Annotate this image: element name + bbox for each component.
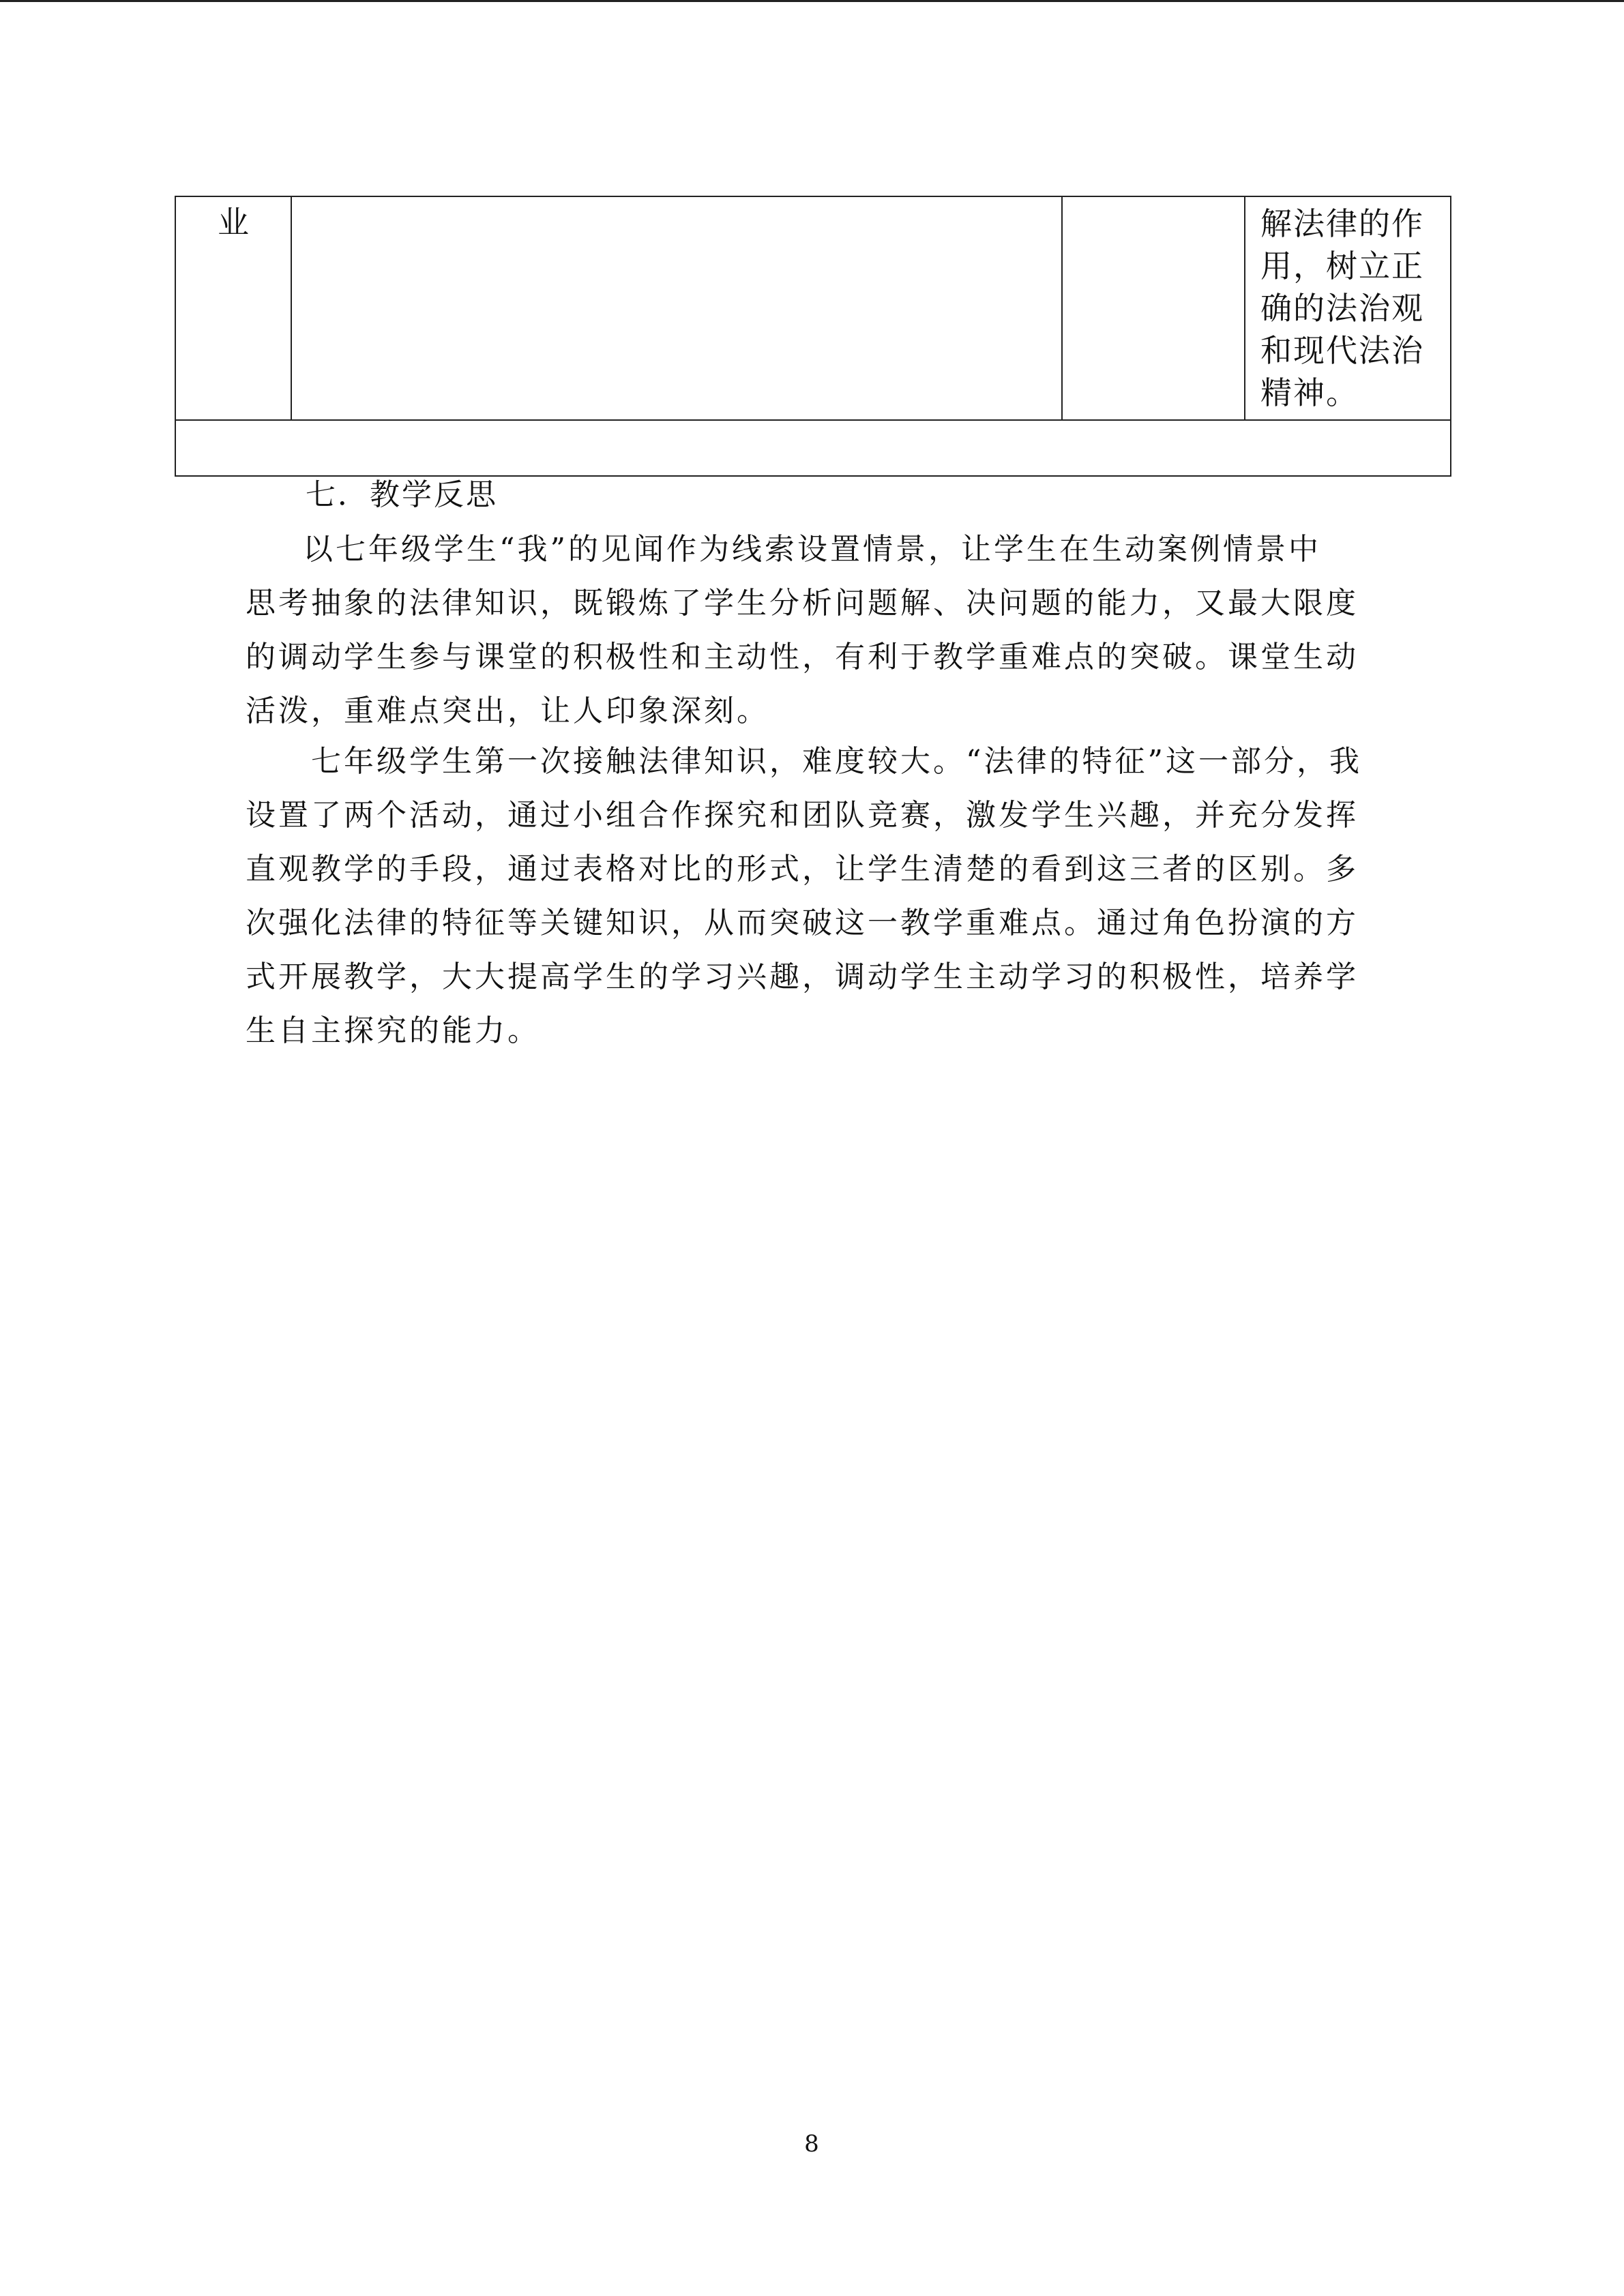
reflection-paragraph xyxy=(246,522,1378,738)
paragraph-line: 七年级学生第一次接触法律知识，难度较大。“法律的特征”这一部分，我 xyxy=(311,744,1362,779)
section-heading: 七．教学反思 xyxy=(306,477,498,512)
table-cell-design-intent xyxy=(1245,196,1451,420)
paragraph-line: 直观教学的手段，通过表格对比的形式，让学生清楚的看到这三者的区别。多 xyxy=(246,852,1359,886)
paragraph-line: 式开展教学，大大提高学生的学习兴趣，调动学生主动学习的积极性，培养学 xyxy=(246,959,1359,994)
cell-text-line: 解法律的作 xyxy=(1260,205,1424,242)
table-row xyxy=(175,420,1451,476)
paragraph-line: 活泼，重难点突出，让人印象深刻。 xyxy=(246,694,769,728)
cell-text-line: 和现代法治 xyxy=(1260,332,1424,369)
page-number: 8 xyxy=(804,2130,819,2158)
paragraph-line: 思考抽象的法律知识，既锻炼了学生分析问题解、决问题的能力，又最大限度 xyxy=(246,586,1359,621)
table-cell-label: 业 xyxy=(175,196,291,420)
cell-text-line: 精神。 xyxy=(1260,374,1359,411)
paragraph-line: 次强化法律的特征等关键知识，从而突破这一教学重难点。通过角色扮演的方 xyxy=(246,906,1359,940)
page-top-border xyxy=(0,0,1624,2)
paragraph-line: 设置了两个活动，通过小组合作探究和团队竞赛，激发学生兴趣，并充分发挥 xyxy=(246,798,1359,833)
table-row xyxy=(175,196,1451,420)
paragraph-line: 以七年级学生“我”的见闻作为线索设置情景，让学生在生动案例情景中 xyxy=(303,532,1321,567)
table-cell-empty xyxy=(175,420,1451,476)
paragraph-line: 生自主探究的能力。 xyxy=(246,1013,540,1048)
lesson-plan-table xyxy=(175,196,1451,477)
cell-text-line: 用，树立正 xyxy=(1260,248,1424,284)
reflection-paragraph xyxy=(246,734,1378,1058)
table-cell-process xyxy=(291,196,1062,420)
table-cell-activity xyxy=(1062,196,1245,420)
cell-text-line: 确的法治观 xyxy=(1260,290,1424,327)
paragraph-line: 的调动学生参与课堂的积极性和主动性，有利于教学重难点的突破。课堂生动 xyxy=(246,640,1359,674)
